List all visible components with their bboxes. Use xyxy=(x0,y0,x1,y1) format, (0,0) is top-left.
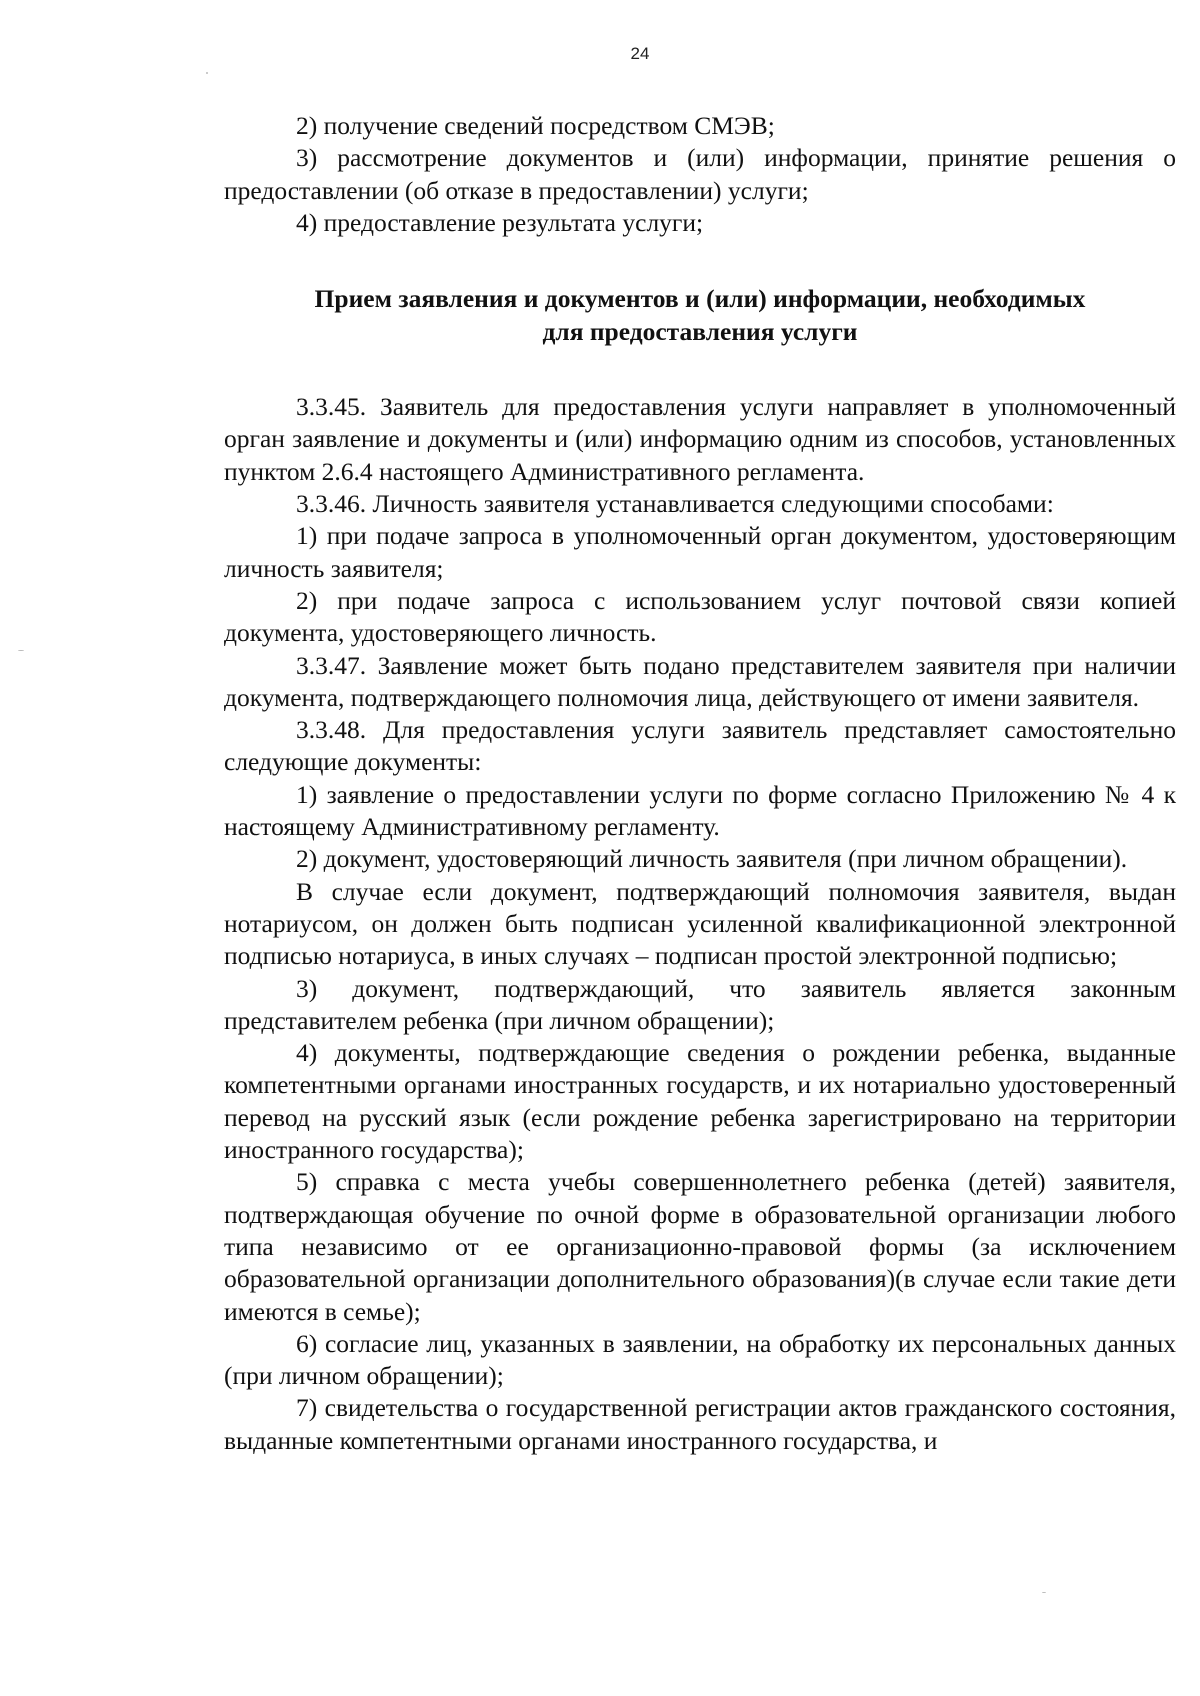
list-item: 5) справка с места учебы совершеннолетнего ребенка (детей) заявителя, подтверждающая обучение по очной форме в образовательной организации любого типа независимо от ее организационно-правовой формы (за исключением образовательной организации дополнительного образования)(в случае если такие дети имеются в семье); xyxy=(224,1167,1176,1326)
list-item: 2) при подаче запроса с использованием услуг почтовой связи копией документа, удостоверяющего личность. xyxy=(224,585,1176,648)
list-item: 1) заявление о предоставлении услуги по форме согласно Приложению № 4 к настоящему Административному регламенту. xyxy=(224,779,1176,842)
paragraph-3-3-47: 3.3.47. Заявление может быть подано представителем заявителя при наличии документа, подтверждающего полномочия лица, действующего от имени заявителя. xyxy=(224,650,1176,712)
page-number: 24 xyxy=(630,44,650,63)
paragraph-3-3-46: 3.3.46. Личность заявителя устанавливается следующими способами: xyxy=(296,489,1054,519)
section-heading-line: для предоставления услуги xyxy=(542,317,858,347)
paragraph: В случае если документ, подтверждающий полномочия заявителя, выдан нотариусом, он должен быть подписан усиленной квалификационной электронной подписью нотариуса, в иных случаях – подписан простой электронной подписью; xyxy=(224,876,1176,971)
section-heading xyxy=(224,282,1176,348)
list-item: 1) при подаче запроса в уполномоченный орган документом, удостоверяющим личность заявителя; xyxy=(224,521,1176,583)
list-item: 2) документ, удостоверяющий личность заявителя (при личном обращении). xyxy=(296,844,1128,874)
paragraph: 2) получение сведений посредством СМЭВ; xyxy=(296,111,775,140)
scan-speck xyxy=(18,650,24,651)
list-item: 6) согласие лиц, указанных в заявлении, на обработку их персональных данных (при личном обращении); xyxy=(224,1328,1176,1391)
list-item: 3) документ, подтверждающий, что заявитель является законным представителем ребенка (при личном обращении); xyxy=(224,973,1176,1035)
paragraph: 4) предоставление результата услуги; xyxy=(296,207,704,237)
scan-speck xyxy=(1042,1592,1046,1593)
scan-speck xyxy=(206,72,208,74)
paragraph-3-3-48: 3.3.48. Для предоставления услуги заявитель представляет самостоятельно следующие документы: xyxy=(224,715,1176,777)
paragraph: 3) рассмотрение документов и (или) информации, принятие решения о предоставлении (об отказе в предоставлении) услуги; xyxy=(224,143,1176,205)
paragraph-3-3-45: 3.3.45. Заявитель для предоставления услуги направляет в уполномоченный орган заявление и документы и (или) информацию одним из способов, установленных пунктом 2.6.4 настоящего Административного регламента. xyxy=(224,392,1176,486)
section-heading-line: Прием заявления и документов и (или) информации, необходимых xyxy=(314,284,1086,314)
list-item: 4) документы, подтверждающие сведения о рождении ребенка, выданные компетентными органами иностранных государств, и их нотариально удостоверенный перевод на русский язык (если рождение ребенка зарегистрировано на территории иностранного государства); xyxy=(224,1038,1176,1165)
list-item: 7) свидетельства о государственной регистрации актов гражданского состояния, выданные компетентными органами иностранного государства, и xyxy=(224,1393,1176,1455)
document-body xyxy=(224,110,1176,1457)
